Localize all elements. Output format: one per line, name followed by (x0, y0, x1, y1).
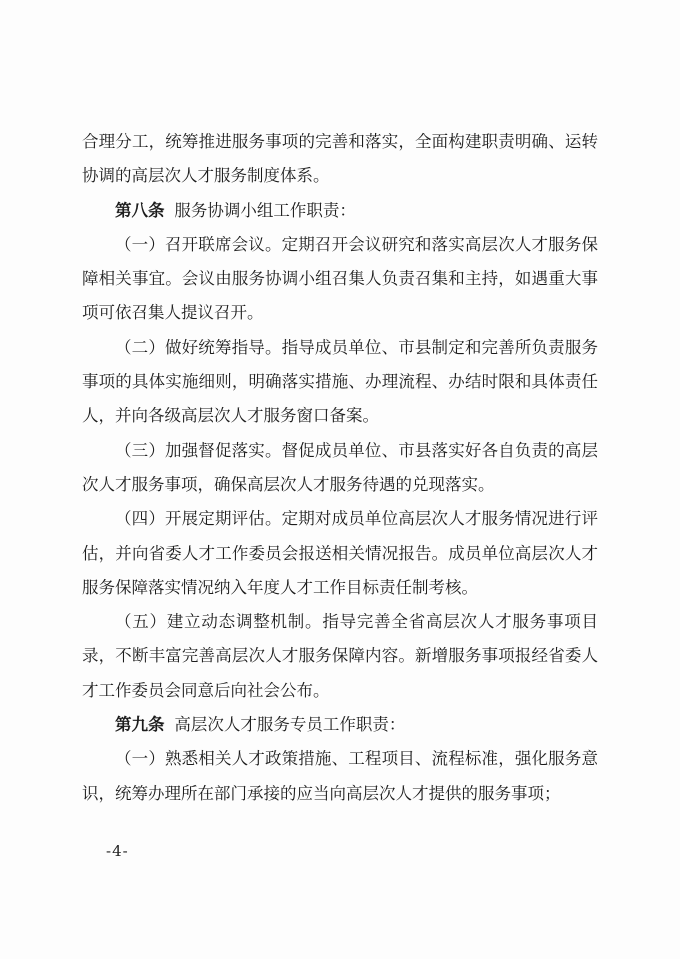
article-9-heading (82, 708, 598, 742)
article-8-item-1 (82, 228, 598, 331)
article-8-item-5 (82, 605, 598, 708)
paragraph-continuation (82, 125, 598, 194)
item-text: （一）召开联席会议。定期召开会议研究和落实高层次人才服务保障相关事宜。会议由服务协调小组召集人负责召集和主持，如遇重大事项可依召集人提议召开。 (82, 234, 598, 323)
paragraph-text: 合理分工，统筹推进服务事项的完善和落实，全面构建职责明确、运转协调的高层次人才服务制度体系。 (82, 132, 598, 186)
article-8-item-2 (82, 331, 598, 434)
article-8-item-3 (82, 434, 598, 503)
article-title: 高层次人才服务专员工作职责： (174, 715, 406, 735)
item-text: （四）开展定期评估。定期对成员单位高层次人才服务情况进行评估，并向省委人才工作委员会报送相关情况报告。成员单位高层次人才服务保障落实情况纳入年度人才工作目标责任制考核。 (82, 509, 598, 597)
article-number: 第八条 (115, 200, 165, 220)
page-number: -4- (106, 842, 129, 860)
item-text: （一）熟悉相关人才政策措施、工程项目、流程标准，强化服务意识，统筹办理所在部门承接的应当向高层次人才提供的服务事项； (82, 749, 598, 803)
article-number: 第九条 (115, 715, 165, 735)
article-9-item-1 (82, 742, 598, 811)
item-text: （二）做好统筹指导。指导成员单位、市县制定和完善所负责服务事项的具体实施细则，明确落实措施、办理流程、办结时限和具体责任人，并向各级高层次人才服务窗口备案。 (82, 337, 598, 426)
document-body (82, 125, 598, 811)
item-text: （五）建立动态调整机制。指导完善全省高层次人才服务事项目录，不断丰富完善高层次人才服务保障内容。新增服务事项报经省委人才工作委员会同意后向社会公布。 (82, 612, 598, 700)
article-8-item-4 (82, 502, 598, 605)
article-title: 服务协调小组工作职责： (174, 200, 356, 220)
article-8-heading (82, 194, 598, 228)
item-text: （三）加强督促落实。督促成员单位、市县落实好各自负责的高层次人才服务事项，确保高层次人才服务待遇的兑现落实。 (82, 440, 598, 494)
